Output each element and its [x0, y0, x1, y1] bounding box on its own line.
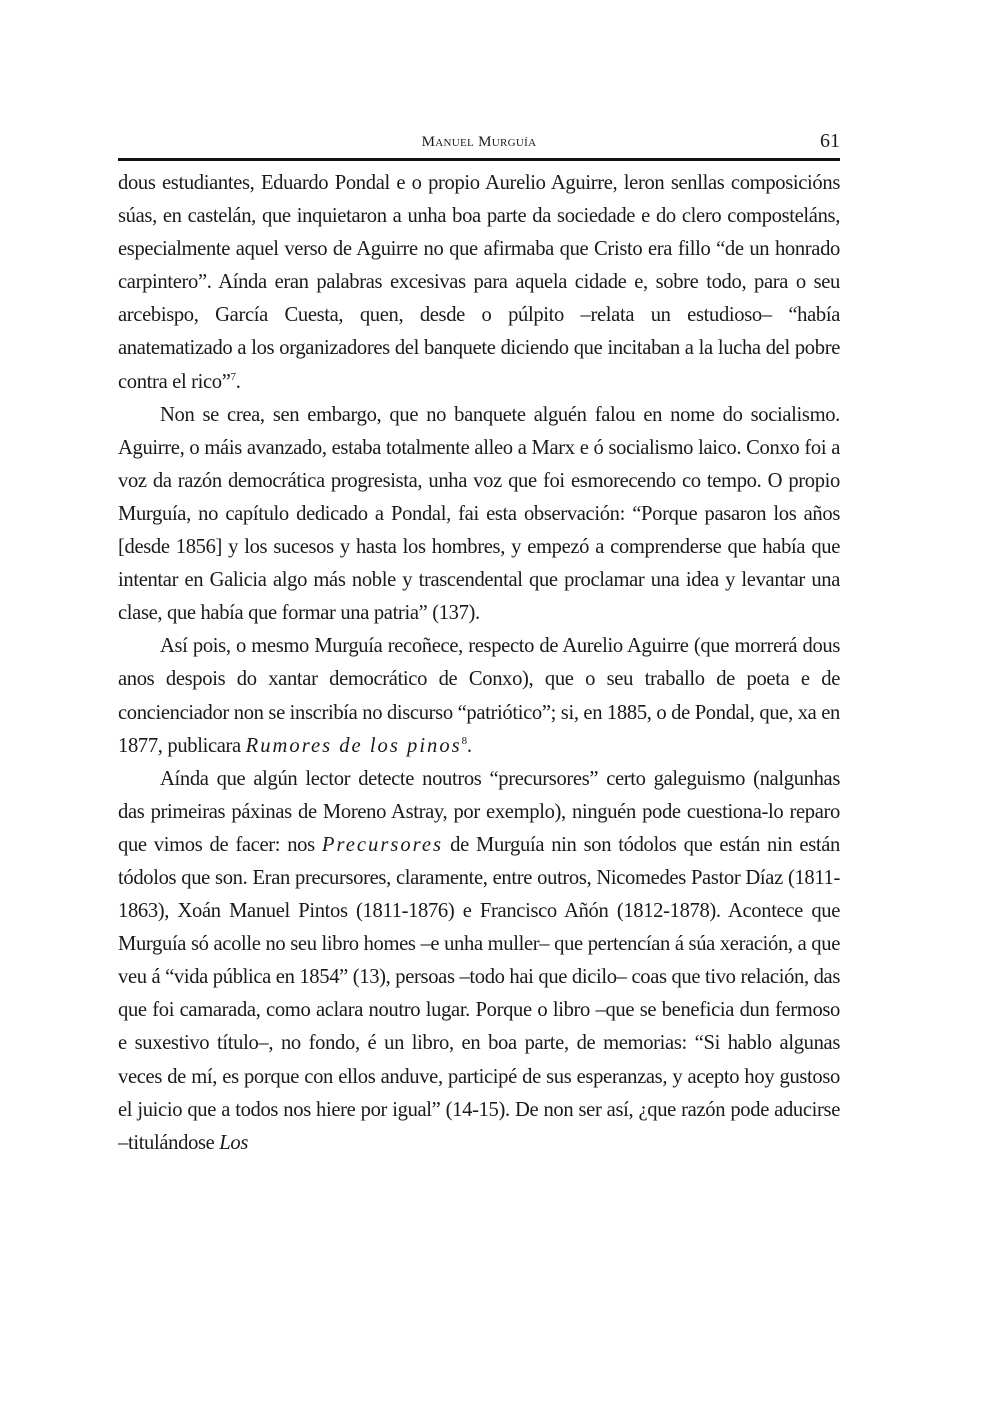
paragraph-text: Non se crea, sen embargo, que no banquete alguén falou en nome do socialismo. Aguirre, o máis avanzado, estaba totalmente alleo a Marx e ó socialismo laico. Conxo foi a voz da razón democrática progresista, unha voz que foi esmorecendo co tempo. O propio Murguía, no capítulo dedicado a Pondal, fai esta observación: “Porque pasaron los años [desde 1856] y los sucesos y hasta los hombres, y empezó a comprenderse que había que intentar en Galicia algo más noble y trascendental que proclamar una idea y levantar una clase, que había que formar una patria” (137).: [118, 403, 840, 625]
page-number: 61: [820, 130, 840, 152]
footnote-ref-8[interactable]: 8: [461, 734, 467, 747]
paragraph-1: [118, 167, 840, 399]
paragraph-text: dous estudiantes, Eduardo Pondal e o propio Aurelio Aguirre, leron senllas composicións súas, en castelán, que inquietaron a unha boa parte da sociedade e do clero composteláns, especialmente aquel verso de Aguirre no que afirmaba que Cristo era fillo “de un honrado carpintero”. Aínda eran palabras excesivas para aquela cidade e, sobre todo, para o seu arcebispo, García Cuesta, quen, desde o púlpito –relata un estudioso– “había anatematizado a los organizadores del banquete diciendo que incitaban a la lucha del pobre contra el rico”: [118, 172, 840, 393]
paragraph-text: Aínda que algún lector detecte noutros “precursores” certo galeguismo (nalgunhas das primeiras páxinas de Moreno Astray, por exemplo), ninguén pode cuestiona-lo reparo que vimos de facer: nos: [118, 767, 840, 856]
punctuation: .: [235, 370, 241, 393]
body-text: [118, 167, 840, 1160]
paragraph-4: [118, 763, 840, 1160]
footnote-ref-7[interactable]: 7: [230, 370, 236, 383]
book-title-rumores: Rumores de los pinos: [245, 734, 462, 757]
punctuation: .: [466, 734, 472, 757]
paragraph-2: [118, 399, 840, 631]
book-title-los: Los: [219, 1131, 248, 1154]
paragraph-3: [118, 630, 840, 762]
book-title-precursores: Precursores: [321, 833, 444, 856]
header-rule: [118, 158, 840, 161]
paragraph-text: Así pois, o mesmo Murguía recoñece, respecto de Aurelio Aguirre (que morrerá dous anos despois do xantar democrático de Conxo), que o seu traballo de poeta e de concienciador non se inscribía no discurso “patriótico”; si, en 1885, o de Pondal, que, xa en 1877, publicara: [118, 635, 840, 757]
running-title: Manuel Murguía: [421, 134, 537, 150]
book-page: [118, 128, 840, 1160]
paragraph-text: de Murguía nin son tódolos que están nin están tódolos que son. Eran precursores, claramente, entre outros, Nicomedes Pastor Díaz (1811-1863), Xoán Manuel Pintos (1811-1876) e Francisco Añón (1812-1878). Acontece que Murguía só acolle no seu libro homes –e unha muller– que pertencían á súa xeración, a que veu á “vida pública en 1854” (13), persoas –todo hai que dicilo– coas que tivo relación, das que foi camarada, como aclara noutro lugar. Porque o libro –que se beneficia dun fermoso e suxestivo título–, no fondo, é un libro, en boa parte, de memorias: “Si hablo algunas veces de mí, es porque con ellos anduve, participé de sus esperanzas, y acepto hoy gustoso el juicio que a todos nos hiere por igual” (14-15). De non ser así, ¿que razón pode aducirse –titulándose: [118, 833, 840, 1154]
running-head: [118, 128, 840, 154]
